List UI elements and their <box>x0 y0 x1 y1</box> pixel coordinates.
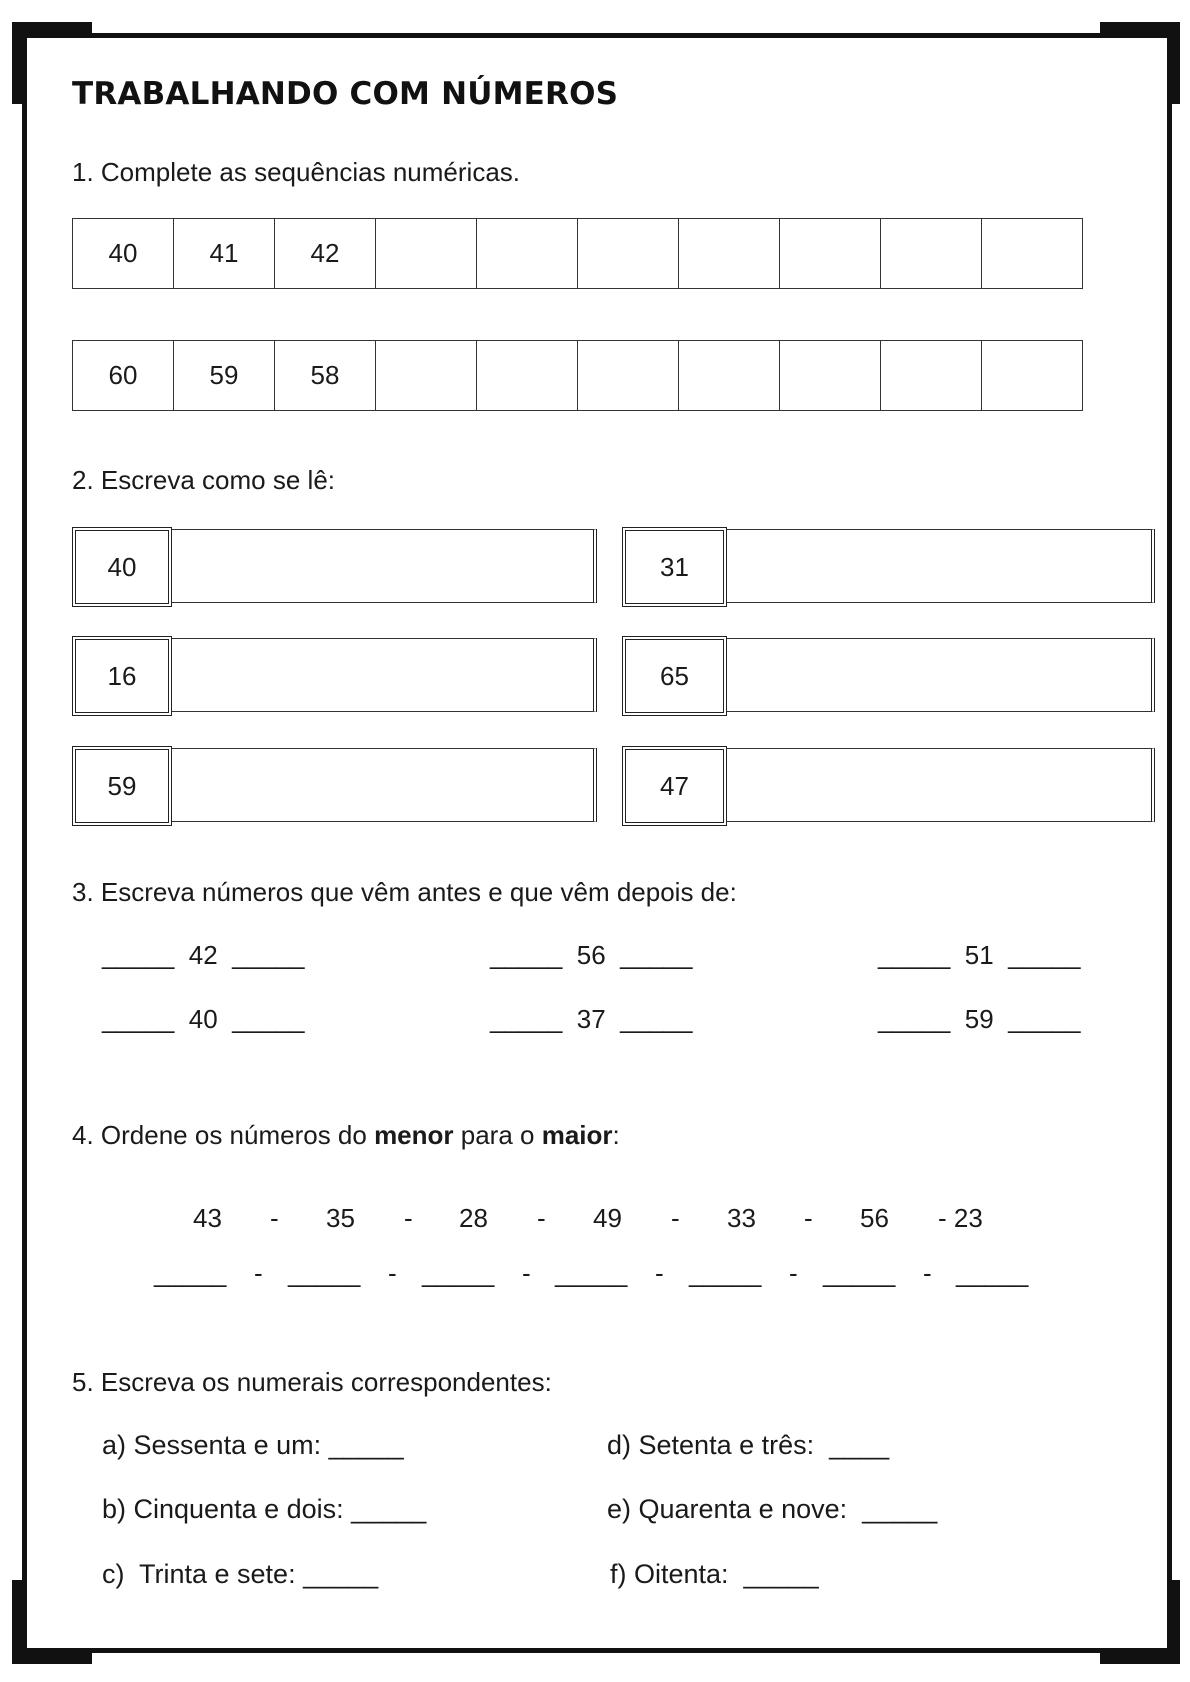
sequence-blank-cell[interactable] <box>375 218 477 289</box>
order-blank[interactable]: _____ <box>823 1258 896 1288</box>
numeral-item[interactable]: e) Quarenta e nove: _____ <box>607 1494 938 1524</box>
order-separator: - <box>923 1258 932 1288</box>
sequence-blank-cell[interactable] <box>678 340 780 411</box>
order-separator: - <box>254 1258 263 1288</box>
numeral-item[interactable]: f) Oitenta: _____ <box>610 1559 819 1589</box>
sequence-cell: 59 <box>173 340 275 411</box>
sequence-row-1 <box>72 218 1083 289</box>
sequence-blank-cell[interactable] <box>981 340 1083 411</box>
question-4-bold-maior: maior <box>541 1120 613 1150</box>
order-number: 49 <box>593 1203 622 1233</box>
before-after-item[interactable]: _____ 40 _____ <box>102 1004 305 1034</box>
read-number: 40 <box>72 527 172 607</box>
sequence-cell: 40 <box>72 218 174 289</box>
question-4-label <box>72 1120 620 1151</box>
sequence-blank-cell[interactable] <box>476 218 578 289</box>
sequence-cell: 41 <box>173 218 275 289</box>
question-1-label: 1. Complete as sequências numéricas. <box>72 157 521 187</box>
before-after-item[interactable]: _____ 56 _____ <box>490 940 693 970</box>
order-separator: - <box>537 1203 546 1233</box>
sequence-cell: 58 <box>274 340 376 411</box>
sequence-blank-cell[interactable] <box>678 218 780 289</box>
read-answer-field[interactable] <box>725 529 1155 603</box>
numeral-item[interactable]: d) Setenta e três: ____ <box>607 1430 890 1460</box>
order-number: 35 <box>326 1203 355 1233</box>
order-blank[interactable]: _____ <box>956 1258 1029 1288</box>
sequence-blank-cell[interactable] <box>476 340 578 411</box>
order-blank[interactable]: _____ <box>689 1258 762 1288</box>
read-number: 65 <box>622 636 727 716</box>
before-after-item[interactable]: _____ 37 _____ <box>490 1004 693 1034</box>
sequence-blank-cell[interactable] <box>779 218 881 289</box>
order-number: 28 <box>459 1203 488 1233</box>
before-after-item[interactable]: _____ 42 _____ <box>102 940 305 970</box>
read-item <box>72 527 597 607</box>
order-separator: - <box>388 1258 397 1288</box>
read-number: 31 <box>622 527 727 607</box>
read-answer-field[interactable] <box>725 748 1155 822</box>
order-separator: - <box>655 1258 664 1288</box>
read-item <box>72 746 597 826</box>
read-answer-field[interactable] <box>725 638 1155 712</box>
sequence-blank-cell[interactable] <box>577 218 679 289</box>
sequence-row-2 <box>72 340 1083 411</box>
order-separator: - <box>522 1258 531 1288</box>
read-item <box>72 636 597 716</box>
order-separator: - <box>789 1258 798 1288</box>
order-separator: - <box>270 1203 279 1233</box>
read-item <box>622 527 1147 607</box>
sequence-blank-cell[interactable] <box>779 340 881 411</box>
question-4-text: para o <box>453 1120 542 1150</box>
read-number: 16 <box>72 636 172 716</box>
frame-corner <box>12 1652 92 1664</box>
sequence-cell: 60 <box>72 340 174 411</box>
read-answer-field[interactable] <box>170 638 597 712</box>
question-4-text: : <box>612 1120 620 1150</box>
read-number: 59 <box>72 746 172 826</box>
read-answer-field[interactable] <box>170 529 597 603</box>
worksheet-title: TRABALHANDO COM NÚMEROS <box>72 76 619 112</box>
order-number: 33 <box>727 1203 756 1233</box>
sequence-blank-cell[interactable] <box>880 340 982 411</box>
numeral-item[interactable]: a) Sessenta e um: _____ <box>102 1430 404 1460</box>
order-blank[interactable]: _____ <box>555 1258 628 1288</box>
sequence-cell: 42 <box>274 218 376 289</box>
order-blank[interactable]: _____ <box>288 1258 361 1288</box>
order-number: - 23 <box>938 1203 983 1233</box>
before-after-item[interactable]: _____ 51 _____ <box>878 940 1081 970</box>
numeral-item[interactable]: b) Cinquenta e dois: _____ <box>102 1494 427 1524</box>
read-item <box>622 636 1147 716</box>
order-blank[interactable]: _____ <box>154 1258 227 1288</box>
order-number: 43 <box>193 1203 222 1233</box>
order-separator: - <box>671 1203 680 1233</box>
read-number: 47 <box>622 746 727 826</box>
question-2-label: 2. Escreva como se lê: <box>72 465 335 495</box>
question-4-text: 4. Ordene os números do <box>72 1120 375 1150</box>
sequence-blank-cell[interactable] <box>981 218 1083 289</box>
sequence-blank-cell[interactable] <box>375 340 477 411</box>
sequence-blank-cell[interactable] <box>880 218 982 289</box>
order-number: 56 <box>860 1203 889 1233</box>
order-separator: - <box>404 1203 413 1233</box>
before-after-item[interactable]: _____ 59 _____ <box>878 1004 1081 1034</box>
read-answer-field[interactable] <box>170 748 597 822</box>
sequence-blank-cell[interactable] <box>577 340 679 411</box>
question-5-label: 5. Escreva os numerais correspondentes: <box>72 1367 552 1397</box>
numeral-item[interactable]: c) Trinta e sete: _____ <box>102 1559 379 1589</box>
read-item <box>622 746 1147 826</box>
order-separator: - <box>804 1203 813 1233</box>
question-4-bold-menor: menor <box>374 1120 454 1150</box>
question-3-label: 3. Escreva números que vêm antes e que vêm depois de: <box>72 877 737 907</box>
order-blank[interactable]: _____ <box>422 1258 495 1288</box>
